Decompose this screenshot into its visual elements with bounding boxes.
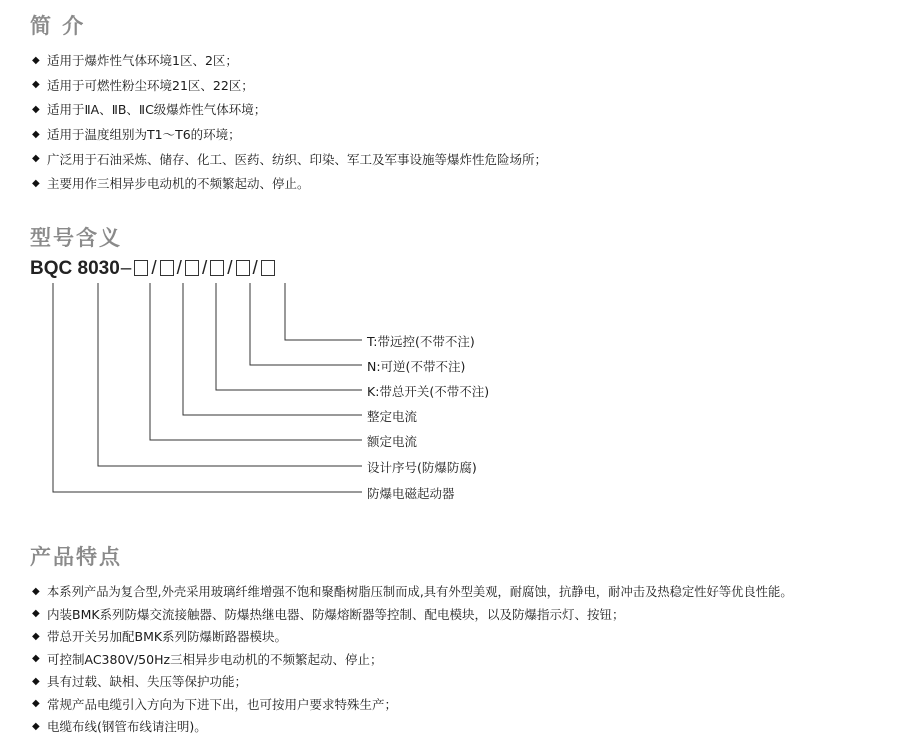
list-item: ◆ 本系列产品为复合型,外壳采用玻璃纤维增强不饱和聚酯树脂压制而成,具有外型美观，耐腐蚀，抗静电，耐冲击及热稳定性好等优良性能。 xyxy=(32,585,793,600)
diamond-bullet-icon: ◆ xyxy=(32,79,40,91)
diamond-bullet-icon: ◆ xyxy=(32,720,40,732)
tree-line-n xyxy=(250,283,362,365)
list-item: ◆ 广泛用于石油采炼、储存、化工、医药、纺织、印染、军工及军事设施等爆炸性危险场所； xyxy=(32,151,548,167)
diamond-bullet-icon: ◆ xyxy=(32,585,40,597)
model-number: 8030 xyxy=(77,258,120,279)
list-item: ◆ 适用于可燃性粉尘环境21区、22区； xyxy=(32,77,254,93)
legend-label: K:带总开关(不带不注) xyxy=(367,384,490,399)
diamond-bullet-icon: ◆ xyxy=(32,675,40,687)
model-prefix: BQC xyxy=(30,258,73,279)
diamond-bullet-icon: ◆ xyxy=(32,608,40,620)
list-item: ◆ 内装BMK系列防爆交流接触器、防爆热继电器、防爆熔断器等控制、配电模块，以及防爆指示灯、按钮； xyxy=(32,606,625,622)
legend-label: 设计序号(防爆防腐) xyxy=(367,460,477,475)
intro-title: 简 介 xyxy=(30,14,86,38)
list-item: ◆ 主要用作三相异步电动机的不频繁起动、停止。 xyxy=(32,176,310,192)
tree-line-t xyxy=(285,283,362,340)
legend-label: N:可逆(不带不注) xyxy=(367,359,466,374)
diamond-bullet-icon: ◆ xyxy=(32,177,40,189)
tree-line-design-no xyxy=(98,283,362,466)
list-item: ◆ 适用于爆炸性气体环境1区、2区； xyxy=(32,53,238,69)
diamond-bullet-icon: ◆ xyxy=(32,54,40,66)
list-item: ◆ 适用于ⅡA、ⅡB、ⅡC级爆炸性气体环境； xyxy=(32,102,267,118)
model-title: 型号含义 xyxy=(30,226,122,250)
list-item: ◆ 具有过载、缺相、失压等保护功能； xyxy=(32,674,248,690)
model-dash: – xyxy=(120,258,132,279)
diamond-bullet-icon: ◆ xyxy=(32,103,40,115)
legend-label: 额定电流 xyxy=(367,434,418,449)
model-slash: / xyxy=(176,258,182,279)
diamond-bullet-icon: ◆ xyxy=(32,653,40,665)
diamond-bullet-icon: ◆ xyxy=(32,128,40,140)
model-slash: / xyxy=(227,258,233,279)
legend-label: 防爆电磁起动器 xyxy=(367,486,455,501)
diamond-bullet-icon: ◆ xyxy=(32,153,40,165)
list-item: ◆ 带总开关另加配BMK系列防爆断路器模块。 xyxy=(32,629,288,645)
tree-line-starter xyxy=(53,283,362,492)
diamond-bullet-icon: ◆ xyxy=(32,698,40,710)
model-slash: / xyxy=(151,258,157,279)
diamond-bullet-icon: ◆ xyxy=(32,630,40,642)
list-item: ◆ 常规产品电缆引入方向为下进下出，也可按用户要求特殊生产； xyxy=(32,696,398,712)
tree-line-k xyxy=(216,283,362,390)
model-slash: / xyxy=(252,258,258,279)
features-list xyxy=(32,580,793,738)
list-item: ◆ 适用于温度组别为T1～T6的环境； xyxy=(32,127,241,143)
model-slash: / xyxy=(201,258,208,279)
list-item: ◆ 可控制AC380V/50Hz三相异步电动机的不频繁起动、停止； xyxy=(32,651,383,667)
tree-line-setting-current xyxy=(183,283,362,415)
legend-label: 整定电流 xyxy=(367,409,418,424)
list-item: ◆ 电缆布线(钢管布线请注明)。 xyxy=(32,719,207,735)
tree-line-rated-current xyxy=(150,283,362,440)
features-title: 产品特点 xyxy=(30,545,122,569)
legend-label: T:带远控(不带不注) xyxy=(367,334,475,349)
